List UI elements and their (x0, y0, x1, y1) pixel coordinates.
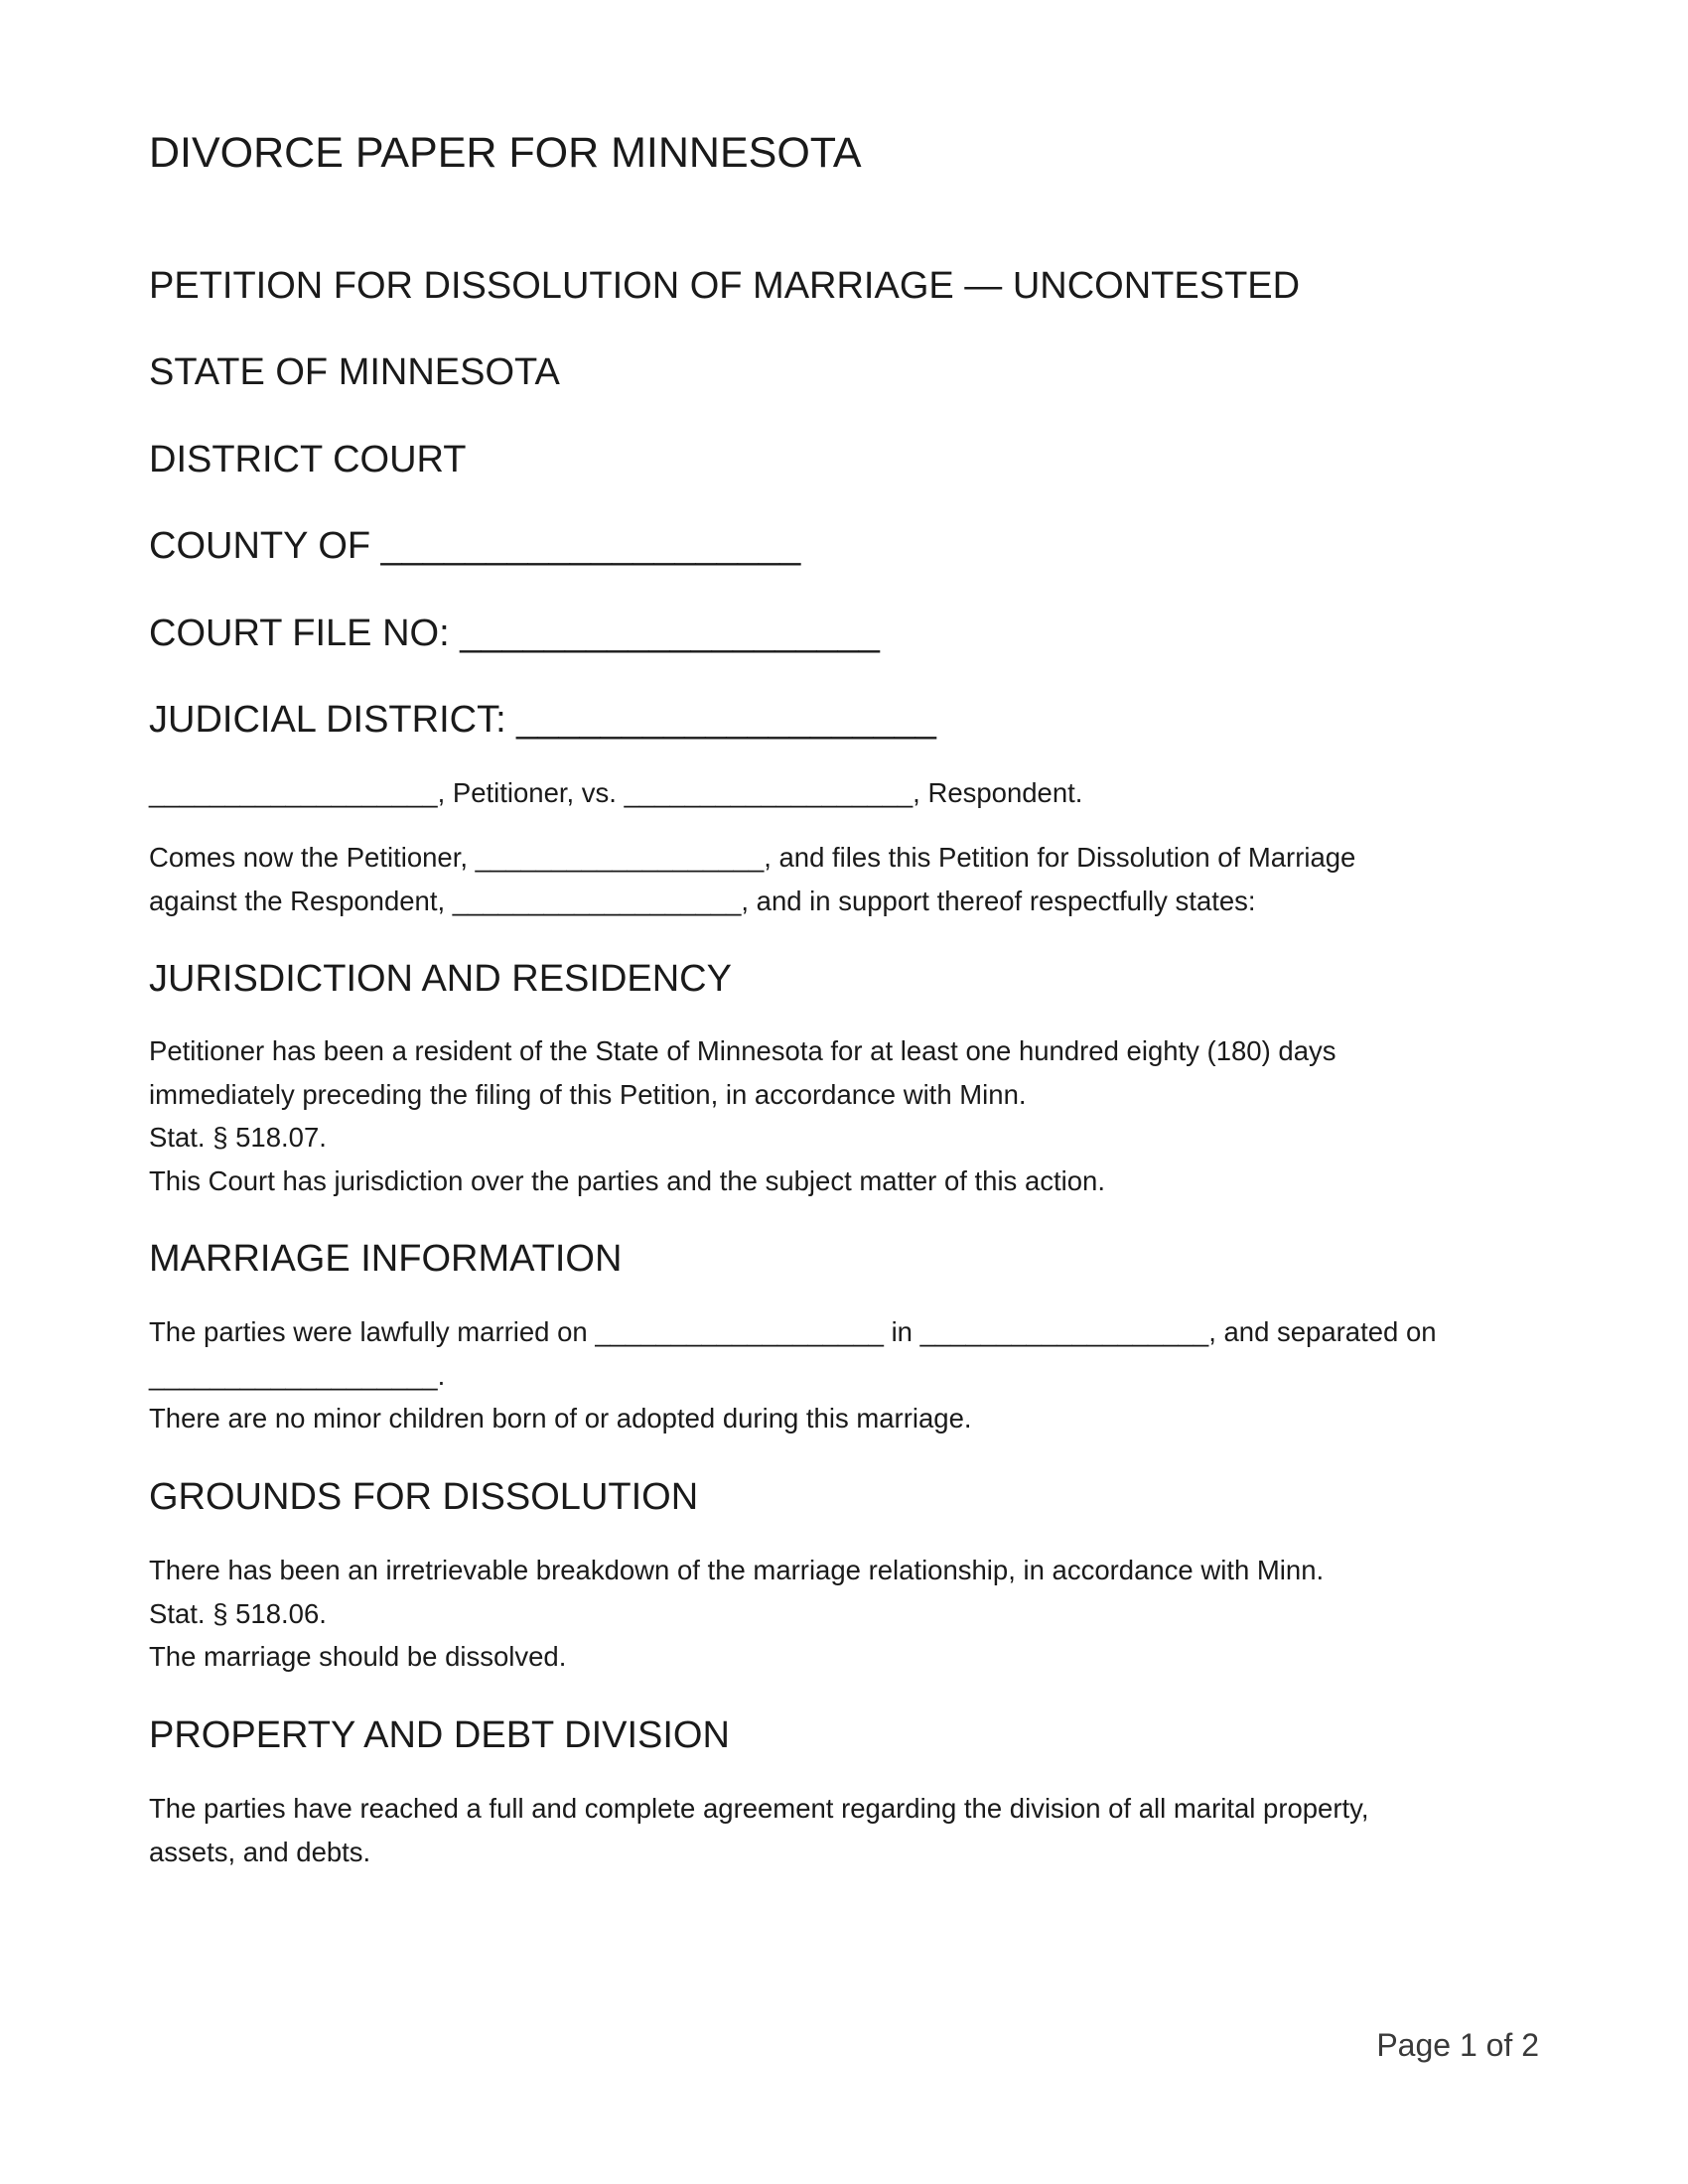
county-heading: COUNTY OF ____________________ (149, 525, 801, 567)
state-heading: STATE OF MINNESOTA (149, 351, 560, 393)
section-heading-jurisdiction: JURISDICTION AND RESIDENCY (149, 958, 732, 1000)
judicial-district: JUDICIAL DISTRICT: ____________________ (149, 699, 936, 741)
section-heading-grounds: GROUNDS FOR DISSOLUTION (149, 1476, 699, 1518)
section-body-jurisdiction: Petitioner has been a resident of the State of Minnesota for at least one hundred eighty (180) days immediately preceding the filing of this Petition, in accordance with Minn. Stat. § 518.07. This Court has jurisdiction over the parties and the subject matter of this action. (149, 1035, 1336, 1196)
section-body-marriage-information: The parties were lawfully married on ___________________ in ___________________, and separated on ___________________. There are no minor children born of or adopted during this marriage. (149, 1316, 1437, 1433)
page-number: Page 1 of 2 (1376, 2027, 1539, 2063)
petition-title: PETITION FOR DISSOLUTION OF MARRIAGE — UNCONTESTED (149, 265, 1301, 307)
parties-line: ___________________, Petitioner, vs. ___________________, Respondent. (149, 777, 1083, 808)
document-page (149, 0, 1539, 2184)
section-heading-marriage-information: MARRIAGE INFORMATION (149, 1238, 623, 1280)
section-body-grounds: There has been an irretrievable breakdown of the marriage relationship, in accordance with Minn. Stat. § 518.06. The marriage should be dissolved. (149, 1555, 1325, 1672)
section-body-property: The parties have reached a full and complete agreement regarding the division of all marital property, assets, and debts. (149, 1793, 1369, 1867)
section-heading-property: PROPERTY AND DEBT DIVISION (149, 1714, 730, 1756)
court-file-number: COURT FILE NO: ____________________ (149, 613, 880, 654)
document-title: DIVORCE PAPER FOR MINNESOTA (149, 129, 862, 177)
intro-paragraph: Comes now the Petitioner, ___________________, and files this Petition for Dissolution of Marriage against the Respondent, ___________________, and in support thereof respectfully states: (149, 842, 1356, 916)
court-heading: DISTRICT COURT (149, 439, 467, 480)
